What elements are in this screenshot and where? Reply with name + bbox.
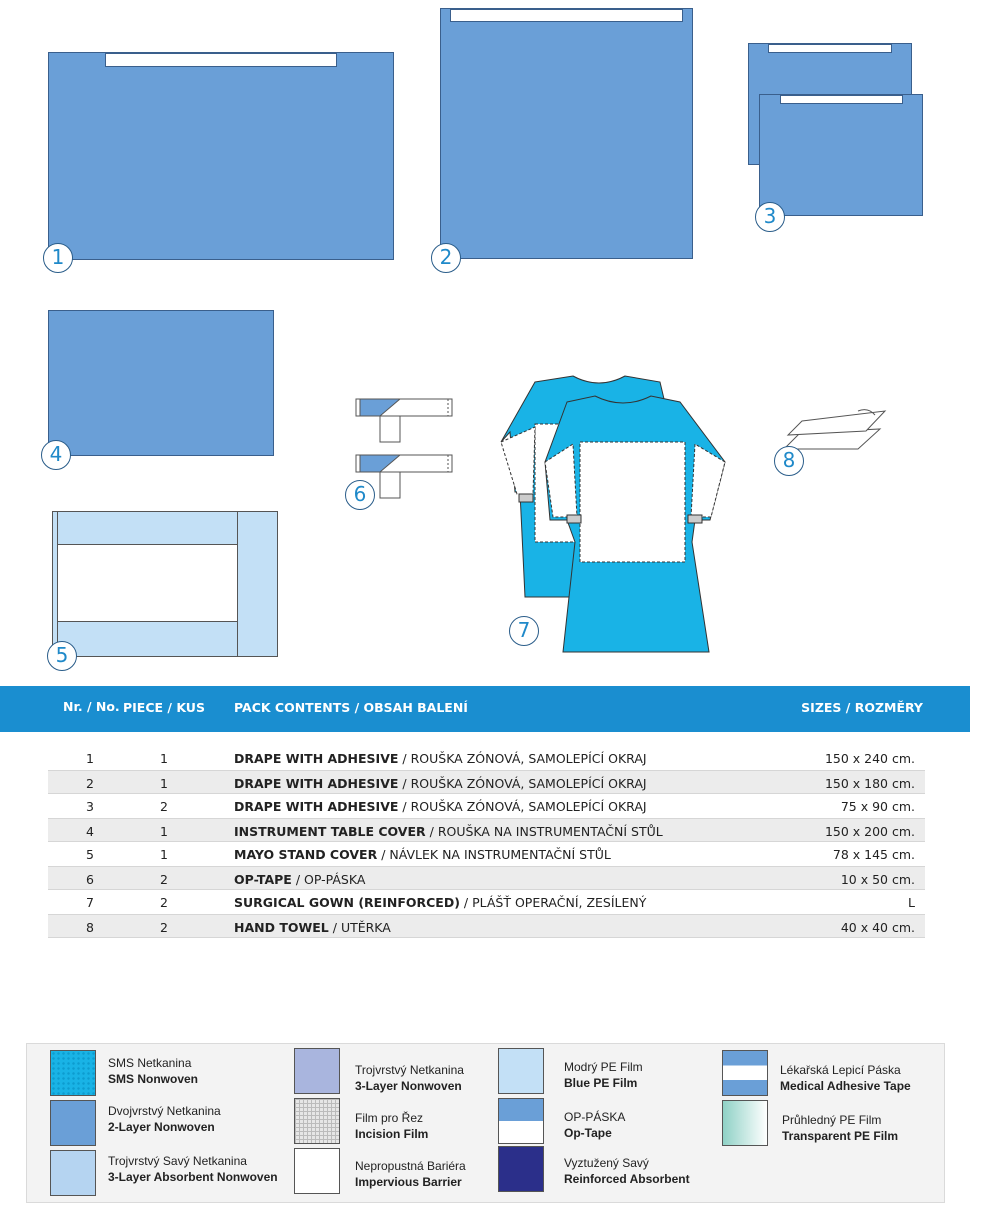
swatch-reinforced-absorbent [498, 1146, 544, 1192]
swatch-transparent-pe-film [722, 1100, 768, 1146]
row-size: 150 x 240 cm. [824, 751, 915, 766]
row-size: 40 x 40 cm. [840, 920, 915, 935]
row-piece: 2 [160, 920, 168, 935]
table-row [48, 770, 925, 794]
swatch-op-tape [498, 1098, 544, 1144]
table-header-bar [0, 686, 970, 732]
legend-label: Trojvrstvý Netkanina 3-Layer Nonwoven [355, 1063, 464, 1093]
swatch-blue-pe-film [498, 1048, 544, 1094]
row-contents: HAND TOWEL / UTĚRKA [234, 920, 391, 935]
contents-table [48, 746, 925, 938]
item-4-table-cover [48, 310, 274, 456]
swatch-3-layer-absorbent [50, 1150, 96, 1196]
row-no: 1 [86, 751, 94, 766]
row-contents: SURGICAL GOWN (REINFORCED) / PLÁŠŤ OPERAČNÍ, ZESÍLENÝ [234, 895, 647, 910]
legend-label: Průhledný PE Film Transparent PE Film [782, 1113, 899, 1143]
table-row [48, 890, 925, 914]
header-no: Nr. / No. [63, 699, 120, 714]
legend-label: SMS Netkanina SMS Nonwoven [108, 1056, 199, 1086]
table-row [48, 866, 925, 890]
row-piece: 2 [160, 872, 168, 887]
item-7-number: 7 [509, 616, 539, 646]
row-size: 150 x 180 cm. [824, 776, 915, 791]
legend-label: Lékařská Lepicí Páska Medical Adhesive Tape [780, 1063, 911, 1093]
item-7-surgical-gown [495, 372, 735, 657]
row-size: 150 x 200 cm. [824, 824, 915, 839]
swatch-3-layer-nonwoven [294, 1048, 340, 1094]
legend-label: Dvojvrstvý Netkanina 2-Layer Nonwoven [108, 1104, 221, 1134]
row-contents: DRAPE WITH ADHESIVE / ROUŠKA ZÓNOVÁ, SAMOLEPÍCÍ OKRAJ [234, 751, 647, 766]
swatch-medical-adhesive-tape [722, 1050, 768, 1096]
row-piece: 1 [160, 847, 168, 862]
swatch-impervious-barrier [294, 1148, 340, 1194]
item-2-number: 2 [431, 243, 461, 273]
row-piece: 1 [160, 824, 168, 839]
row-piece: 2 [160, 895, 168, 910]
legend-label: Nepropustná Bariéra Impervious Barrier [355, 1159, 466, 1189]
header-contents: PACK CONTENTS / OBSAH BALENÍ [234, 700, 468, 715]
item-5-number: 5 [47, 641, 77, 671]
row-no: 8 [86, 920, 94, 935]
legend-label: OP-PÁSKA Op-Tape [564, 1110, 626, 1140]
table-row [48, 842, 925, 866]
row-contents: MAYO STAND COVER / NÁVLEK NA INSTRUMENTAČNÍ STŮL [234, 847, 611, 862]
item-8-number: 8 [774, 446, 804, 476]
item-4-number: 4 [41, 440, 71, 470]
legend-label: Modrý PE Film Blue PE Film [564, 1060, 643, 1090]
legend-label: Vyztužený Savý Reinforced Absorbent [564, 1156, 690, 1186]
material-legend [26, 1043, 945, 1203]
table-row [48, 794, 925, 818]
row-size: 75 x 90 cm. [840, 799, 915, 814]
row-size: 10 x 50 cm. [840, 872, 915, 887]
item-6-number: 6 [345, 480, 375, 510]
row-no: 6 [86, 872, 94, 887]
row-no: 5 [86, 847, 94, 862]
header-piece: PIECE / KUS [123, 700, 205, 715]
table-row [48, 746, 925, 770]
table-row [48, 914, 925, 938]
row-piece: 2 [160, 799, 168, 814]
row-contents: OP-TAPE / OP-PÁSKA [234, 872, 366, 887]
row-size: 78 x 145 cm. [832, 847, 915, 862]
row-no: 4 [86, 824, 94, 839]
swatch-2-layer-nonwoven [50, 1100, 96, 1146]
row-contents: DRAPE WITH ADHESIVE / ROUŠKA ZÓNOVÁ, SAMOLEPÍCÍ OKRAJ [234, 799, 647, 814]
row-piece: 1 [160, 751, 168, 766]
row-no: 2 [86, 776, 94, 791]
row-contents: DRAPE WITH ADHESIVE / ROUŠKA ZÓNOVÁ, SAMOLEPÍCÍ OKRAJ [234, 776, 647, 791]
row-no: 7 [86, 895, 94, 910]
item-3-number: 3 [755, 202, 785, 232]
row-no: 3 [86, 799, 94, 814]
row-size: L [908, 895, 915, 910]
table-row [48, 818, 925, 842]
legend-label: Film pro Řez Incision Film [355, 1111, 429, 1141]
swatch-incision-film [294, 1098, 340, 1144]
header-sizes: SIZES / ROZMĚRY [801, 700, 923, 715]
item-1-number: 1 [43, 243, 73, 273]
row-piece: 1 [160, 776, 168, 791]
swatch-sms-nonwoven [50, 1050, 96, 1096]
row-contents: INSTRUMENT TABLE COVER / ROUŠKA NA INSTRUMENTAČNÍ STŮL [234, 824, 663, 839]
legend-label: Trojvrstvý Savý Netkanina 3-Layer Absorbent Nonwoven [108, 1154, 278, 1184]
